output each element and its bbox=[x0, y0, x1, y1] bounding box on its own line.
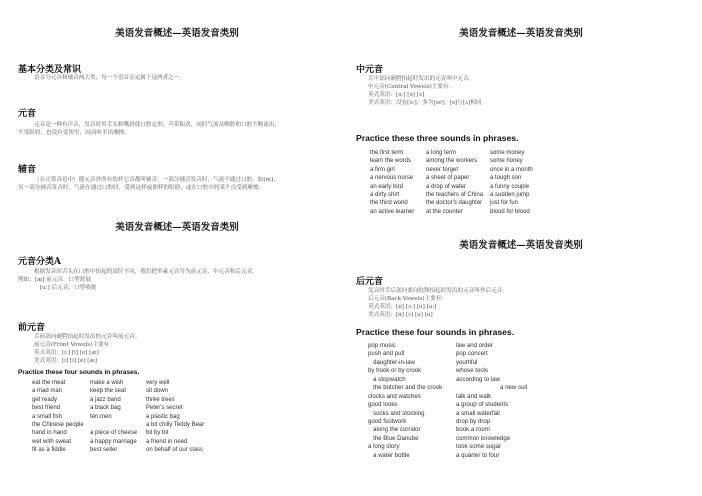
heading-central-vowel: 中元音 bbox=[356, 65, 384, 75]
phrase: a friend in need bbox=[146, 438, 188, 445]
phrase: a jazz band bbox=[90, 396, 121, 403]
phrase: drop by drop bbox=[456, 417, 491, 425]
phrase-row bbox=[368, 426, 668, 434]
text-line: 英式英语：[ɒ] [ɔ:] [u] [u:] bbox=[368, 304, 437, 310]
phrase: on behalf of our class bbox=[146, 447, 204, 454]
heading-front-vowel: 前元音 bbox=[18, 323, 46, 333]
phrase: a black bag bbox=[90, 405, 121, 412]
phrase: the doctor's daughter bbox=[426, 200, 483, 207]
section-title: 美语发音概述—英语发音类别 bbox=[115, 222, 239, 233]
text-line: 英式英语：[ə:] [ə] [ʌ] bbox=[368, 92, 425, 98]
phrase-row bbox=[368, 367, 668, 375]
phrase: at the counter bbox=[426, 208, 463, 215]
phrase: a plastic bag bbox=[146, 413, 180, 420]
phrase: whose tools bbox=[456, 367, 489, 375]
phrase-row bbox=[368, 376, 668, 384]
text-line: 发音时舌后部向要向软颚抬起时发出的元音叫作后元音。 bbox=[368, 288, 508, 294]
phrase-row bbox=[32, 422, 332, 430]
text-line: 美式英语：没有[ə:]，多为[ər]；[ə]与[ʌ]相同。 bbox=[368, 100, 488, 106]
practice-heading: Practice these four sounds in phrases. bbox=[18, 369, 140, 376]
phrase: a bit chilly Teddy Bear bbox=[146, 421, 205, 428]
text-line: 美式英语：[ɑ] [ɔ] [u] [u] bbox=[368, 312, 433, 318]
phrase: push and pull bbox=[368, 350, 405, 358]
phrase-row bbox=[32, 405, 332, 413]
phrase: the Blue Danube bbox=[368, 434, 419, 442]
phrase: a drop of water bbox=[426, 183, 467, 190]
phrase: talk and walk bbox=[456, 392, 492, 400]
phrase: youthful bbox=[456, 358, 478, 366]
phrase-row bbox=[370, 175, 680, 183]
practice-heading: Practice these four sounds in phrases. bbox=[356, 327, 515, 337]
text-line: 根据发音时舌头在口腔中抬起的部位不同，我们把单素元音分为前元音、中元音和后元音。 bbox=[34, 269, 258, 275]
phrase-row bbox=[368, 410, 668, 418]
section-title: 美语发音概述—英语发音类别 bbox=[115, 28, 239, 39]
phrase-row bbox=[32, 430, 332, 438]
phrase-row bbox=[368, 401, 668, 409]
phrase: pop music bbox=[368, 342, 396, 349]
phrase: book a room bbox=[456, 426, 490, 434]
phrase: the teachers of China bbox=[426, 191, 484, 198]
back-vowel-paragraph bbox=[368, 287, 508, 319]
phrase: a quarter to four bbox=[456, 451, 500, 459]
phrase-row bbox=[370, 209, 680, 217]
phrase-table-back bbox=[368, 342, 668, 460]
text-line: 前元音(Front Vowels)主要有： bbox=[34, 342, 115, 348]
phrase-row bbox=[370, 158, 680, 166]
phrase: three trees bbox=[146, 396, 175, 403]
phrase: an active learner bbox=[370, 208, 415, 215]
phrase: the third world bbox=[370, 200, 408, 207]
heading-vowel-a: 元音分类A bbox=[18, 257, 61, 267]
phrase: socks and stocking bbox=[368, 409, 425, 417]
phrase: pop concert bbox=[456, 350, 488, 358]
heading-consonant: 辅音 bbox=[18, 165, 37, 175]
phrase-row bbox=[368, 384, 668, 392]
text-line: 英式英语：[i:] [i] [e] [æ] bbox=[34, 350, 99, 356]
phrase: the Chinese people bbox=[32, 421, 84, 428]
phrase: common knowledge bbox=[456, 434, 511, 442]
phrase: a sudden jump bbox=[490, 191, 530, 198]
phrase-row bbox=[368, 342, 668, 350]
phrase: a group of students bbox=[456, 401, 509, 409]
phrase: best friend bbox=[32, 405, 61, 412]
phrase: a dirty shirt bbox=[370, 191, 400, 198]
phrase: learn the words bbox=[370, 158, 412, 165]
phrase: according to law bbox=[456, 375, 501, 383]
phrase-row bbox=[32, 447, 332, 455]
phrase: along the corridor bbox=[368, 426, 421, 434]
vowel-a-paragraph bbox=[18, 268, 258, 292]
phrase-table-front bbox=[32, 380, 332, 456]
phrase: hand in hand bbox=[32, 430, 67, 437]
phrase: bit by bit bbox=[146, 430, 169, 437]
heading-vowel: 元音 bbox=[18, 109, 37, 119]
phrase: daughter-in-law bbox=[368, 358, 416, 366]
phrase: blood for blood bbox=[490, 208, 530, 215]
phrase: good looks bbox=[368, 401, 398, 409]
phrase-row bbox=[370, 192, 680, 200]
phrase: a tough son bbox=[490, 175, 522, 182]
phrase-row bbox=[32, 388, 332, 396]
text-line: 舌中部向硬腭抬起时发出的元音叫中元音。 bbox=[368, 76, 475, 82]
phrase: a funny couple bbox=[490, 183, 530, 190]
phrase: a happy marriage bbox=[90, 438, 137, 445]
phrase: very well bbox=[146, 380, 170, 386]
phrase-row bbox=[370, 150, 680, 158]
text-line: 美式英语：[i] [i] [e] [æ] bbox=[34, 358, 97, 364]
text-line: 后元音(Back Vowels)主要有： bbox=[368, 296, 447, 302]
phrase: a small fish bbox=[32, 413, 63, 420]
phrase: a mad man bbox=[32, 388, 63, 395]
phrase: once in a month bbox=[490, 166, 533, 173]
phrase: a small waterfall bbox=[456, 409, 500, 417]
phrase: eat the meat bbox=[32, 380, 66, 386]
phrase: the first term bbox=[370, 150, 404, 156]
text-line: [u:] 后元音，口型收拢 bbox=[40, 285, 97, 291]
basic-paragraph bbox=[34, 74, 185, 82]
section-title: 美语发音概述—英语发音类别 bbox=[459, 28, 583, 39]
phrase: fit as a fiddle bbox=[32, 447, 66, 454]
vowel-paragraph bbox=[18, 121, 280, 137]
phrase-row bbox=[368, 393, 668, 401]
phrase: good footwork bbox=[368, 417, 407, 425]
phrase: a sheet of paper bbox=[426, 175, 470, 182]
phrase: just for fun bbox=[490, 200, 519, 207]
heading-basic: 基本分类及常识 bbox=[18, 65, 82, 75]
text-line: （在正常音语中）健元音外所有的其它音都叫辅音，一部分辅音发音时，气流不通过口腔，如[m]； bbox=[34, 177, 279, 183]
phrase: make a wish bbox=[90, 380, 124, 386]
text-line: 舌前部向硬腭抬起时发出的元音叫前元音。 bbox=[34, 334, 141, 340]
phrase: an early bird bbox=[370, 183, 404, 190]
phrase: by hook or by crook bbox=[368, 367, 422, 375]
phrase: wet with sweat bbox=[32, 438, 72, 445]
phrase-table-central bbox=[370, 150, 680, 217]
front-vowel-paragraph bbox=[34, 333, 140, 365]
phrase-row bbox=[370, 200, 680, 208]
phrase: clocks and watches bbox=[368, 392, 421, 400]
phrase: took some sugar bbox=[456, 443, 502, 451]
phrase: Peter's secret bbox=[146, 405, 183, 412]
phrase: a nervous nurse bbox=[370, 175, 414, 182]
phrase-row bbox=[32, 397, 332, 405]
phrase-row bbox=[32, 380, 332, 388]
phrase-row bbox=[32, 439, 332, 447]
section-title: 美语发音概述—英语发音类别 bbox=[459, 240, 583, 251]
text-line: 元音是一种有声音，发音时用舌头和嘴唇使口腔定形，声带振动，同时气流从喉腔和口腔不断流出， bbox=[34, 122, 281, 128]
phrase: best seller bbox=[90, 447, 118, 454]
phrase: sit down bbox=[146, 388, 169, 395]
phrase-row bbox=[368, 452, 668, 460]
phrase: law and order bbox=[456, 342, 493, 349]
phrase-row bbox=[370, 184, 680, 192]
phrase: keep the seat bbox=[90, 388, 127, 395]
phrase-row bbox=[368, 435, 668, 443]
text-line: 不受阻碍，也没有变狭窄，因而听不出摩擦。 bbox=[18, 130, 130, 136]
phrase-row bbox=[32, 414, 332, 422]
text-line: 中元音(Central Vowels)主要有： bbox=[368, 84, 455, 90]
practice-heading: Practice these three sounds in phrases. bbox=[356, 133, 519, 143]
phrase: among the workers bbox=[426, 158, 478, 165]
phrase: a stopwatch bbox=[368, 375, 406, 383]
phrase: get ready bbox=[32, 396, 58, 403]
central-vowel-paragraph bbox=[368, 75, 487, 107]
text-line: 另一部分辅音发音时，气流在通过口腔时，受到这样或那样的阻碍，或在口腔中的某个点受到摩擦。 bbox=[18, 185, 265, 191]
phrase: a long term bbox=[426, 150, 457, 156]
heading-back-vowel: 后元音 bbox=[356, 277, 384, 287]
phrase: a water bottle bbox=[368, 451, 410, 459]
phrase-row bbox=[370, 167, 680, 175]
phrase: a firm girl bbox=[370, 166, 395, 173]
consonant-paragraph bbox=[18, 176, 279, 192]
phrase: a long story bbox=[368, 443, 400, 451]
phrase: the butcher and the crook bbox=[368, 384, 443, 392]
phrase: never forget bbox=[426, 166, 459, 173]
phrase-row bbox=[368, 350, 668, 358]
text-line: 例如：[æ] 前元音，口型舒展 bbox=[18, 277, 91, 283]
text-line: 语音分元音和辅音两大类，每一个语音亲定属于这两者之一。 bbox=[34, 75, 186, 81]
phrase-row bbox=[368, 359, 668, 367]
phrase-row bbox=[368, 418, 668, 426]
phrase: some money bbox=[490, 150, 525, 156]
phrase-row bbox=[368, 443, 668, 451]
phrase: a new suit bbox=[500, 384, 528, 392]
phrase: ten men bbox=[90, 413, 112, 420]
phrase: a piece of cheese bbox=[90, 430, 138, 437]
phrase: some honey bbox=[490, 158, 523, 165]
